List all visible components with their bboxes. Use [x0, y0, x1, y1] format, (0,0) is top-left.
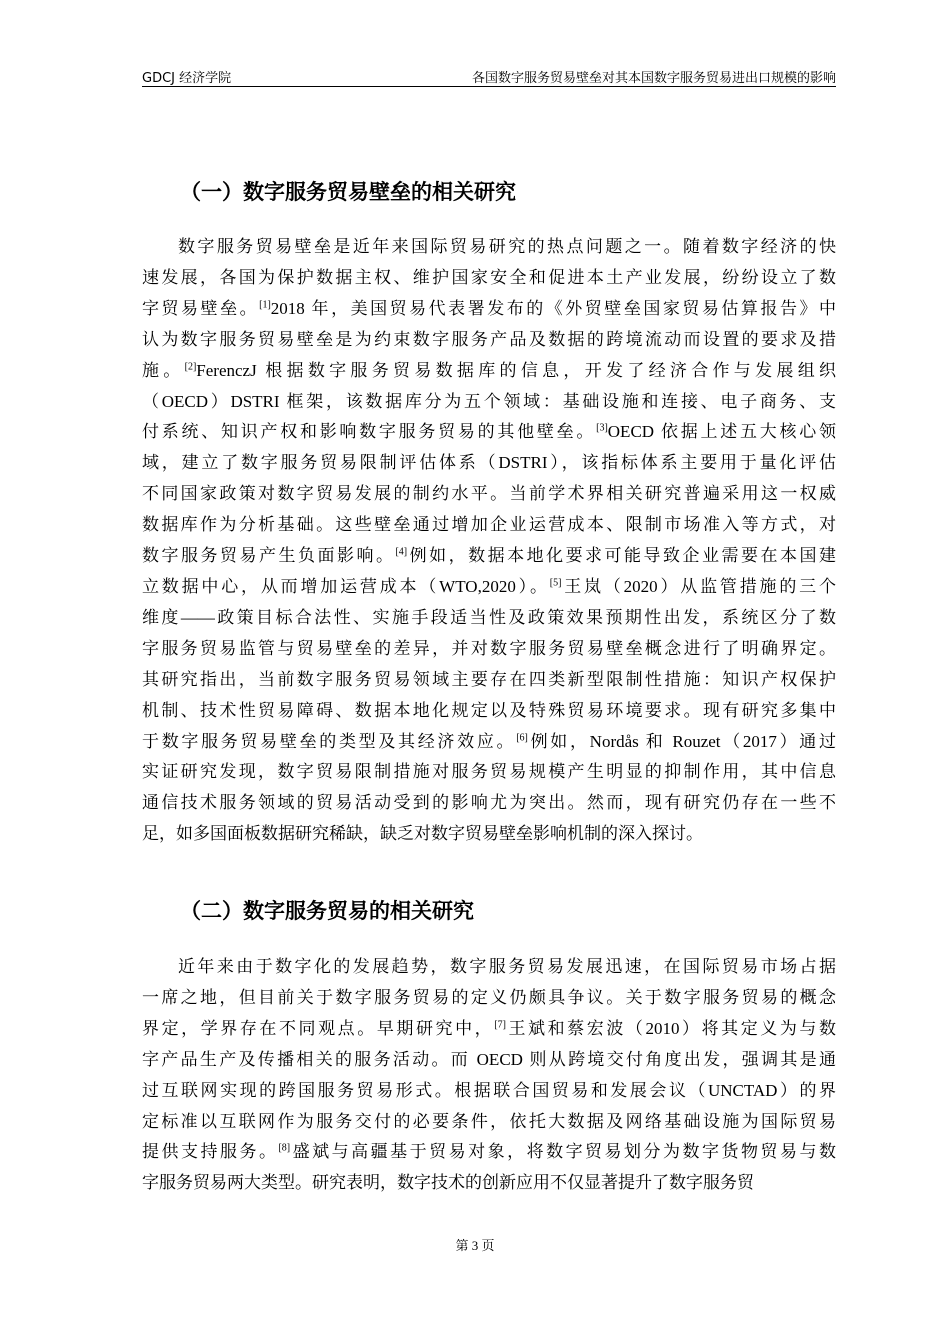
text-line — [142, 294, 836, 325]
citation-marker: [2] — [184, 360, 197, 372]
text-fragment: 界定，学界存在不同观点。早期研究中， — [142, 1018, 495, 1038]
citation-marker: [8] — [278, 1142, 291, 1154]
text-fragment: 数字服务贸易产生负面影响。 — [142, 546, 396, 566]
text-line — [142, 1014, 836, 1045]
text-line: 数字服务贸易壁垒是近年来国际贸易研究的热点问题之一。随着数字经济的快 — [178, 237, 836, 256]
text-fragment: 王岚（2020）从监管措施的三个 — [561, 576, 836, 596]
text-line: （OECD）DSTRI 框架，该数据库分为五个领域：基础设施和连接、电子商务、支 — [142, 391, 836, 411]
page-number: 第 3 页 — [455, 1238, 495, 1253]
citation-marker: [6] — [516, 731, 528, 743]
text-line: 其研究指出，当前数字服务贸易领域主要存在四类新型限制性措施：知识产权保护 — [142, 669, 836, 689]
citation-marker: [1] — [259, 299, 271, 311]
citation-marker: [4] — [395, 546, 408, 558]
text-line: 速发展，各国为保护数据主权、维护国家安全和促进本土产业发展，纷纷设立了数 — [142, 267, 836, 287]
text-fragment: 例如，数据本地化要求可能导致企业需要在本国建 — [407, 546, 837, 566]
text-fragment: 2018 年，美国贸易代表署发布的《外贸壁垒国家贸易估算报告》中 — [270, 298, 837, 318]
text-line: 字服务贸易监管与贸易壁垒的差异，并对数字服务贸易壁垒概念进行了明确界定。 — [142, 638, 836, 658]
text-line: 字服务贸易两大类型。研究表明，数字技术的创新应用不仅显著提升了数字服务贸 — [142, 1173, 754, 1193]
text-line: 近年来由于数字化的发展趋势，数字服务贸易发展迅速，在国际贸易市场占据 — [178, 957, 836, 976]
citation-marker: [5] — [549, 577, 562, 589]
text-line: 实证研究发现，数字贸易限制措施对服务贸易规模产生明显的抑制作用，其中信息 — [142, 762, 836, 782]
text-line — [142, 356, 836, 387]
text-fragment: 付系统、知识产权和影响数字服务贸易的其他壁垒。 — [142, 422, 597, 442]
text-line: 足，如多国面板数据研究稀缺，缺乏对数字贸易壁垒影响机制的深入探讨。 — [142, 824, 703, 844]
text-fragment: 立数据中心，从而增加运营成本（WTO,2020）。 — [142, 576, 550, 596]
section-1-heading: （一）数字服务贸易壁垒的相关研究 — [180, 180, 516, 204]
text-line: 认为数字服务贸易壁垒是为约束数字服务产品及数据的跨境流动而设置的要求及措 — [142, 329, 836, 349]
page-header-left: GDCJ 经济学院 — [142, 71, 232, 86]
text-line — [142, 727, 836, 758]
text-fragment: OECD 依据上述五大核心领 — [607, 422, 837, 442]
citation-marker: [3] — [596, 422, 608, 434]
text-fragment: 施。 — [142, 360, 185, 380]
text-line: 域，建立了数字服务贸易限制评估体系（DSTRI），该指标体系主要用于量化评估 — [142, 453, 836, 473]
text-fragment: 于数字服务贸易壁垒的类型及其经济效应。 — [142, 731, 517, 751]
text-line: 数据库作为分析基础。这些壁垒通过增加企业运营成本、限制市场准入等方式，对 — [142, 515, 836, 535]
header-rule — [142, 86, 836, 87]
page-header-title: 各国数字服务贸易壁垒对其本国数字服务贸易进出口规模的影响 — [471, 71, 836, 86]
text-line — [142, 572, 836, 603]
text-line: 不同国家政策对数字贸易发展的制约水平。当前学术界相关研究普遍采用这一权威 — [142, 484, 836, 504]
text-line: 机制、技术性贸易障碍、数据本地化规定以及特殊贸易环境要求。现有研究多集中 — [142, 700, 836, 720]
text-line: 维度——政策目标合法性、实施手段适当性及政策效果预期性出发，系统区分了数 — [142, 607, 836, 627]
text-fragment: 字贸易壁垒。 — [142, 298, 260, 318]
text-fragment: 盛斌与高疆基于贸易对象，将数字贸易划分为数字货物贸易与数 — [290, 1142, 837, 1162]
text-line — [142, 541, 836, 572]
section-2-body — [142, 952, 836, 1199]
text-line: 一席之地，但目前关于数字服务贸易的定义仍颇具争议。关于数字服务贸易的概念 — [142, 987, 836, 1007]
text-line: 字产品生产及传播相关的服务活动。而 OECD 则从跨境交付角度出发，强调其是通 — [142, 1049, 836, 1069]
section-1-body — [142, 232, 836, 850]
text-line: 定标准以互联网作为服务交付的必要条件，依托大数据及网络基础设施为国际贸易 — [142, 1111, 836, 1131]
text-line: 过互联网实现的跨国服务贸易形式。根据联合国贸易和发展会议（UNCTAD）的界 — [142, 1080, 836, 1100]
text-fragment: 王斌和蔡宏波（2010）将其定义为与数 — [505, 1018, 837, 1038]
section-2-heading: （二）数字服务贸易的相关研究 — [180, 899, 474, 923]
text-line — [142, 1137, 836, 1168]
text-fragment: 例如，Nordås 和 Rouzet（2017）通过 — [527, 731, 836, 751]
text-fragment: FerenczJ 根据数字服务贸易数据库的信息，开发了经济合作与发展组织 — [196, 360, 837, 380]
text-fragment: 提供支持服务。 — [142, 1142, 279, 1162]
text-line — [142, 417, 836, 448]
citation-marker: [7] — [494, 1019, 506, 1031]
text-line: 通信技术服务领域的贸易活动受到的影响尤为突出。然而，现有研究仍存在一些不 — [142, 793, 836, 813]
